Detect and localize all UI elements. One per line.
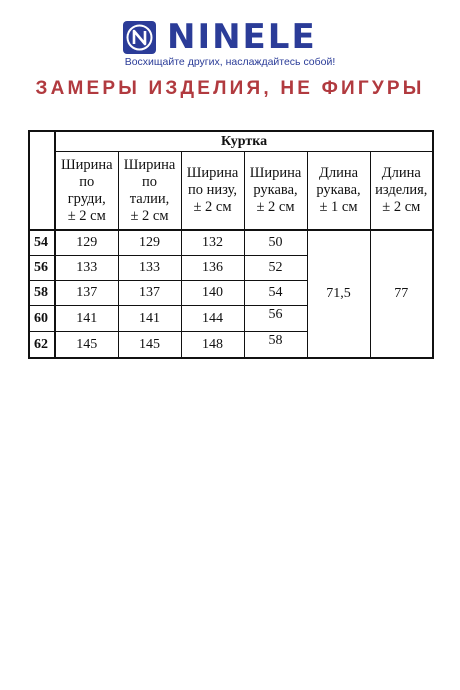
size-label: 56 [29,256,55,281]
size-label: 62 [29,332,55,359]
column-header: Длина изделия, ± 2 см [370,152,433,231]
table-cell: 50 [244,230,307,256]
table-cell: 54 [244,281,307,306]
table-cell: 129 [55,230,118,256]
size-label: 54 [29,230,55,256]
table-cell: 129 [118,230,181,256]
table-cell: 145 [118,332,181,359]
table-cell: 133 [118,256,181,281]
table-cell: 140 [181,281,244,306]
column-header: Ширина рукава, ± 2 см [244,152,307,231]
table-row [29,230,433,256]
table-cell: 56 [244,306,307,332]
page-title: ЗАМЕРЫ ИЗДЕЛИЯ, НЕ ФИГУРЫ [35,78,425,99]
table-cell: 144 [181,306,244,332]
table-cell: 52 [244,256,307,281]
column-header: Ширина по низу, ± 2 см [181,152,244,231]
table-cell: 141 [55,306,118,332]
brand-header [0,18,460,68]
brand-tagline: Восхищайте других, наслаждайтесь собой! [124,56,336,68]
table-cell: 58 [244,332,307,359]
size-header-cell [29,131,55,230]
column-header: Ширина по талии, ± 2 см [118,152,181,231]
garment-length-cell: 77 [370,230,433,358]
column-header: Длина рукава, ± 1 см [307,152,370,231]
ninele-n-logo-icon [123,21,156,54]
table-cell: 137 [55,281,118,306]
table-cell: 132 [181,230,244,256]
table-cell: 148 [181,332,244,359]
table-cell: 136 [181,256,244,281]
brand-name: NINELE [167,17,317,57]
table-title: Куртка [55,131,433,152]
table-cell: 133 [55,256,118,281]
size-table [28,130,434,359]
sleeve-length-cell: 71,5 [307,230,370,358]
table-cell: 137 [118,281,181,306]
size-label: 58 [29,281,55,306]
table-cell: 145 [55,332,118,359]
column-header: Ширина по груди, ± 2 см [55,152,118,231]
size-label: 60 [29,306,55,332]
table-cell: 141 [118,306,181,332]
